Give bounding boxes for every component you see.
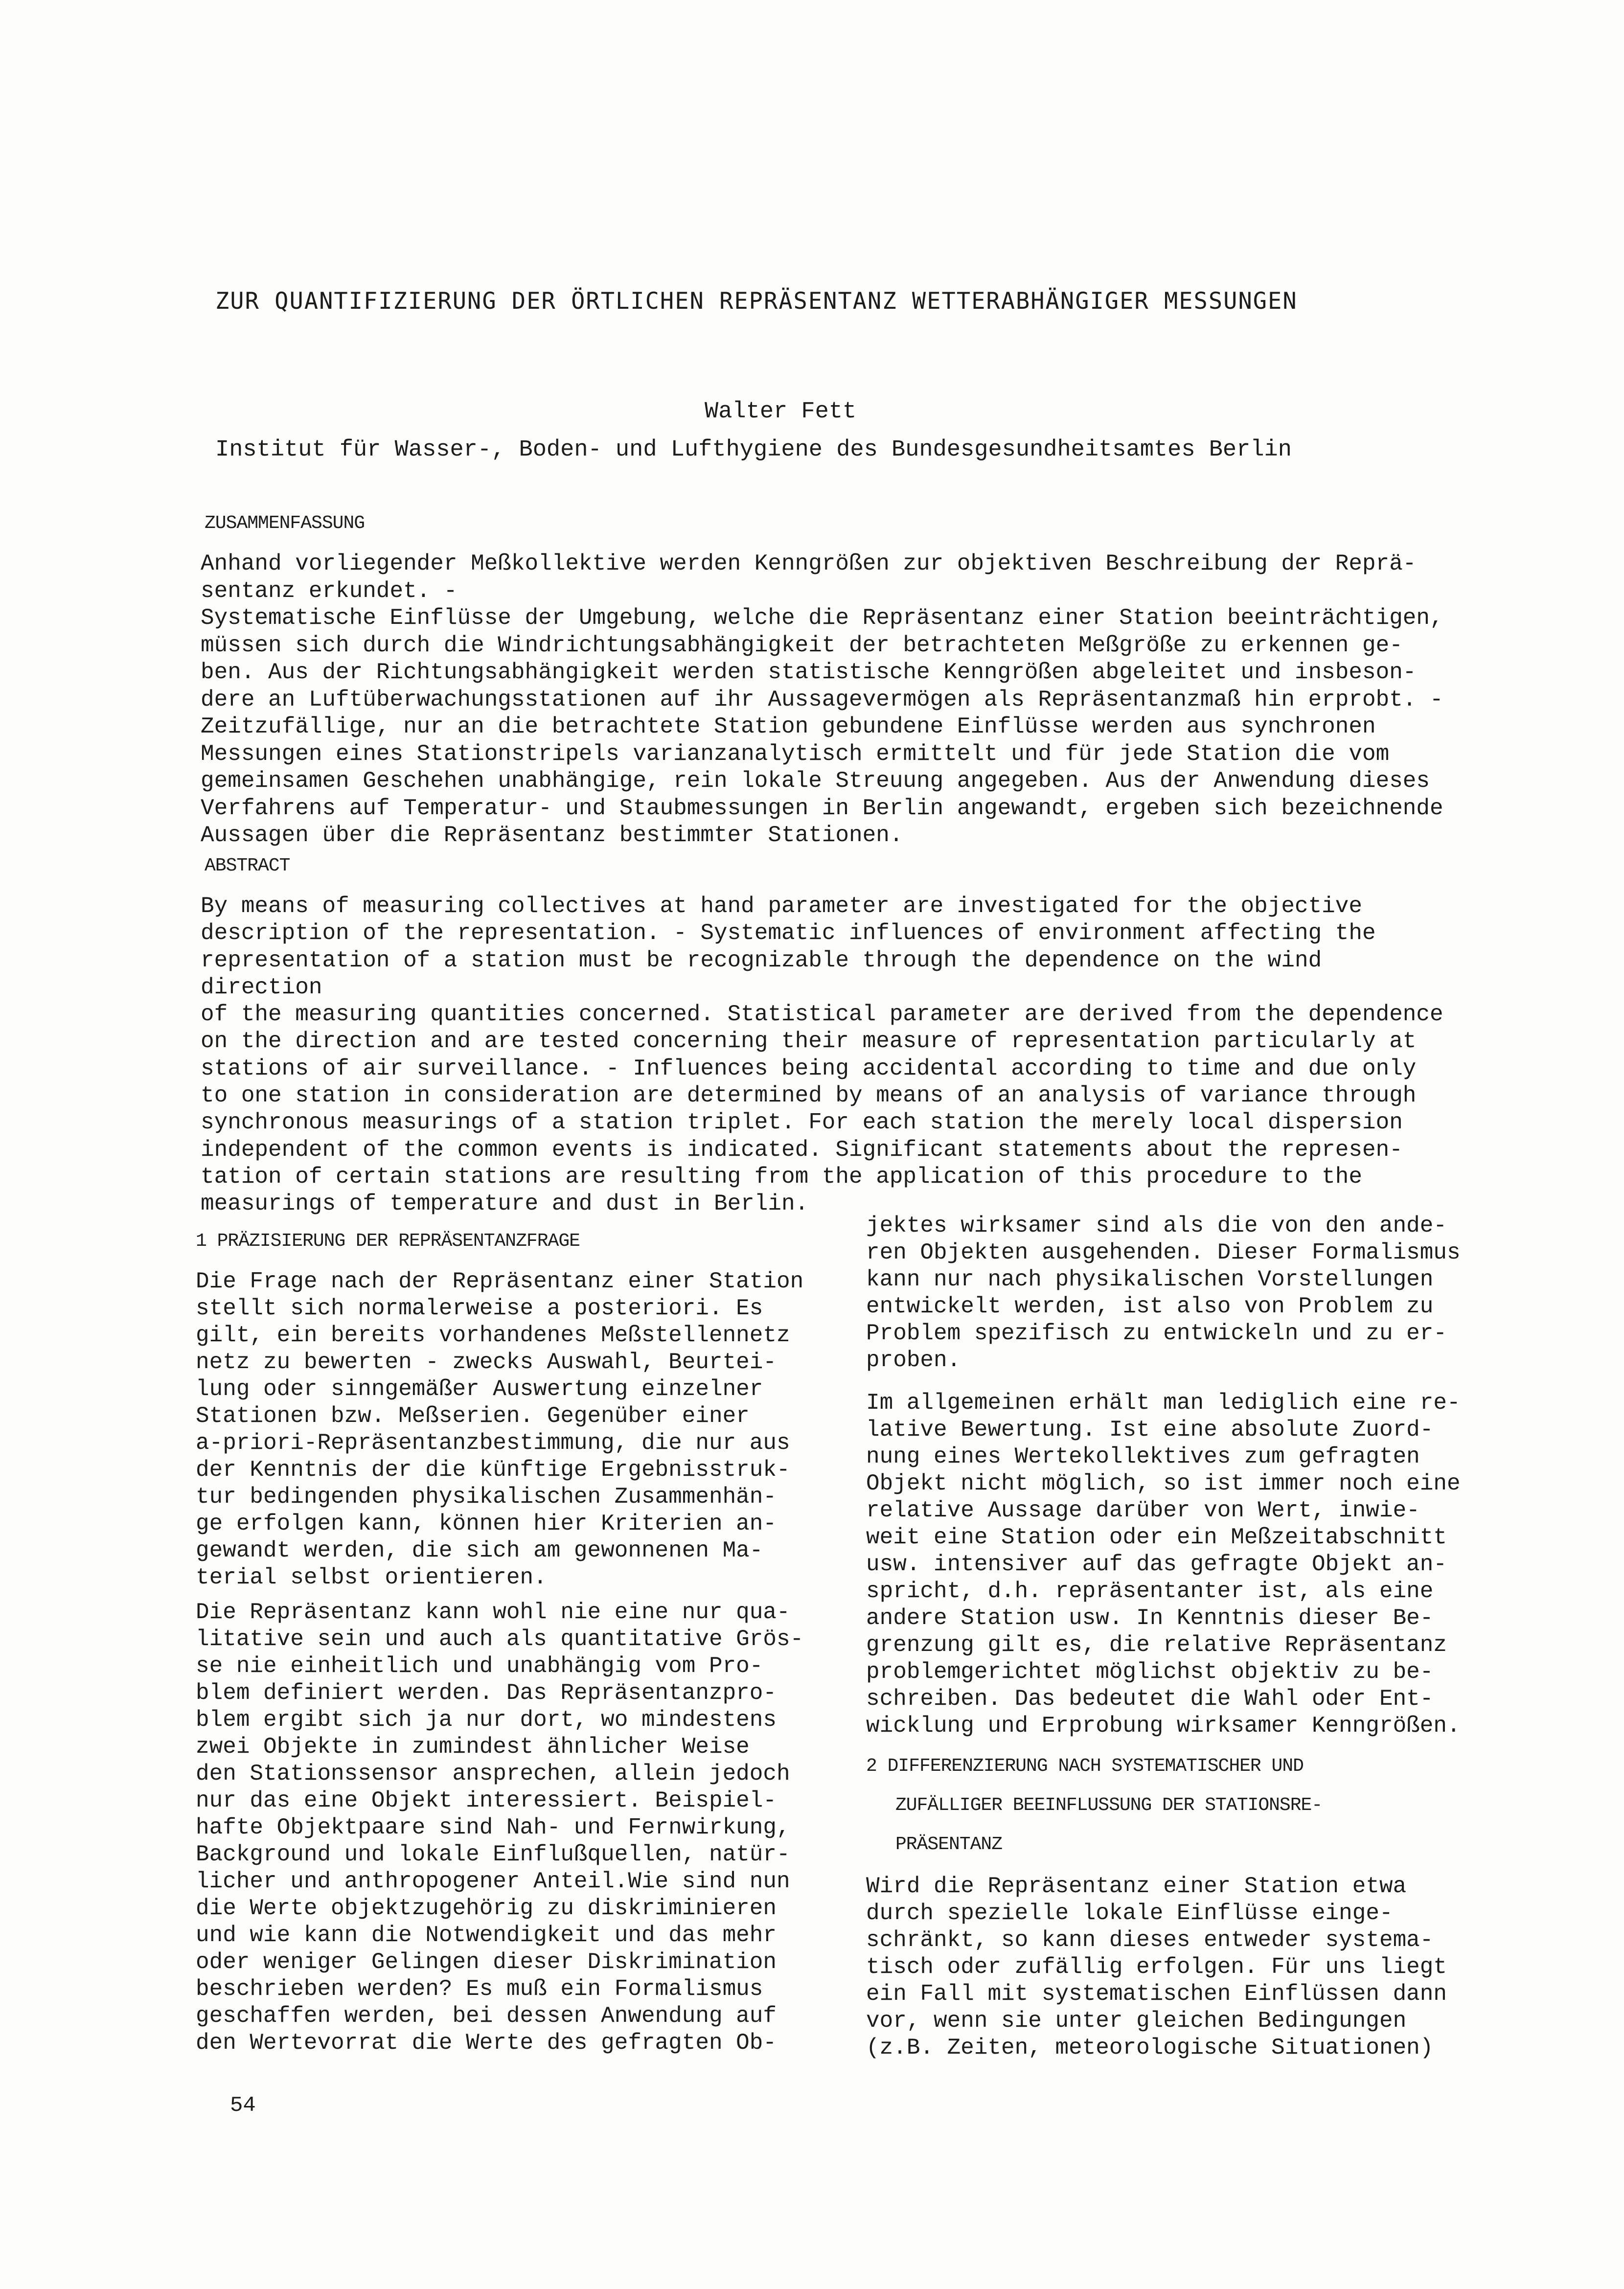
section2-heading-line-1: 2 DIFFERENZIERUNG NACH SYSTEMATISCHER UND xyxy=(866,1756,1304,1777)
section1-paragraph-1: Die Frage nach der Repräsentanz einer Station stellt sich normalerweise a posteriori. Es gilt, ein bereits vorhandenes Meßstellennetz netz zu bewerten - zwecks Auswahl, Beurtei- lung oder sinngemäßer Auswertung einzelner Stationen bzw. Meßserien. Gegenüber einer a-priori-Repräsentanzbestimmung, die nur aus der Kenntnis der die künftige Ergebnisstruk- tur bedingenden physikalischen Zusammenhän- ge erfolgen kann, können hier Kriterien an- gewandt werden, die sich am gewonnenen Ma- terial selbst orientieren. xyxy=(196,1269,804,1590)
paper-title: ZUR QUANTIFIZIERUNG DER ÖRTLICHEN REPRÄSENTANZ WETTERABHÄNGIGER MESSUNGEN xyxy=(215,288,1298,315)
section1-heading: 1 PRÄZISIERUNG DER REPRÄSENTANZFRAGE xyxy=(196,1231,580,1252)
zusammenfassung-text: Anhand vorliegender Meßkollektive werden Kenngrößen zur objektiven Beschreibung der Reprä- sentanz erkundet. - Systematische Einflüsse der Umgebung, welche die Repräsentanz einer Station beeinträchtigen, müssen sich durch die Windrichtungsabhängigkeit der betrachteten Meßgröße zu erkennen ge- ben. Aus der Richtungsabhängigkeit werden statistische Kenngrößen abgeleitet und insbeson- dere an Luftüberwachungsstationen auf ihr Aussagevermögen als Repräsentanzmaß hin erprobt. - Zeitzufällige, nur an die betrachtete Station gebundene Einflüsse werden aus synchronen Messungen eines Stationstripels varianzanalytisch ermittelt und für jede Station die vom gemeinsamen Geschehen unabhängige, rein lokale Streuung angegeben. Aus der Anwendung dieses Verfahrens auf Temperatur- und Staubmessungen in Berlin angewandt, ergeben sich bezeichnende Aussagen über die Repräsentanz bestimmter Stationen. xyxy=(201,551,1443,848)
page-number: 54 xyxy=(230,2093,256,2118)
author-name: Walter Fett xyxy=(705,399,857,425)
section2-heading-line-2: ZUFÄLLIGER BEEINFLUSSUNG DER STATIONSRE- xyxy=(895,1795,1323,1816)
abstract-heading: ABSTRACT xyxy=(205,855,290,876)
right-column-paragraph-1: jektes wirksamer sind als die von den ande- ren Objekten ausgehenden. Dieser Formalismus kann nur nach physikalischen Vorstellungen entwickelt werden, ist also von Problem zu Problem spezifisch zu entwickeln und zu er- proben. xyxy=(866,1213,1461,1373)
abstract-text: By means of measuring collectives at hand parameter are investigated for the objective description of the representation. - Systematic influences of environment affecting the representation of a station must be recognizable through the dependence on the wind direction of the measuring quantities concerned. Statistical parameter are derived from the dependence on the direction and are tested concerning their measure of representation particularly at stations of air surveillance. - Influences being accidental according to time and due only to one station in consideration are determined by means of an analysis of variance through synchronous measurings of a station triplet. For each station the merely local dispersion independent of the common events is indicated. Significant statements about the represen- tation of certain stations are resulting from the application of this procedure to the measurings of temperature and dust in Berlin. xyxy=(201,893,1443,1217)
right-column-paragraph-2: Im allgemeinen erhält man lediglich eine re- lative Bewertung. Ist eine absolute Zuord- nung eines Wertekollektives zum gefragten Objekt nicht möglich, so ist immer noch eine relative Aussage darüber von Wert, inwie- weit eine Station oder ein Meßzeitabschnitt usw. intensiver auf das gefragte Objekt an- spricht, d.h. repräsentanter ist, als eine andere Station usw. In Kenntnis dieser Be- grenzung gilt es, die relative Repräsentanz problemgerichtet möglichst objektiv zu be- schreiben. Das bedeutet die Wahl oder Ent- wicklung und Erprobung wirksamer Kenngrößen. xyxy=(866,1390,1461,1739)
section2-paragraph-1: Wird die Repräsentanz einer Station etwa durch spezielle lokale Einflüsse einge- schränkt, so kann dieses entweder systema- tisch oder zufällig erfolgen. Für uns liegt ein Fall mit systematischen Einflüssen dann vor, wenn sie unter gleichen Bedingungen (z.B. Zeiten, meteorologische Situationen) xyxy=(866,1874,1447,2060)
author-affiliation: Institut für Wasser-, Boden- und Lufthygiene des Bundesgesundheitsamtes Berlin xyxy=(215,437,1292,463)
section1-paragraph-2: Die Repräsentanz kann wohl nie eine nur qua- litative sein und auch als quantitative Grös- se nie einheitlich und unabhängig vom Pro- blem definiert werden. Das Repräsentanzpro- blem ergibt sich ja nur dort, wo mindestens zwei Objekte in zumindest ähnlicher Weise den Stationssensor ansprechen, allein jedoch nur das eine Objekt interessiert. Beispiel- hafte Objektpaare sind Nah- und Fernwirkung, Background und lokale Einflußquellen, natür- licher und anthropogener Anteil.Wie sind nun die Werte objektzugehörig zu diskriminieren und wie kann die Notwendigkeit und das mehr oder weniger Gelingen dieser Diskrimination beschrieben werden? Es muß ein Formalismus geschaffen werden, bei dessen Anwendung auf den Wertevorrat die Werte des gefragten Ob- xyxy=(196,1600,804,2056)
zusammenfassung-heading: ZUSAMMENFASSUNG xyxy=(205,513,365,534)
section2-heading-line-3: PRÄSENTANZ xyxy=(895,1834,1003,1855)
